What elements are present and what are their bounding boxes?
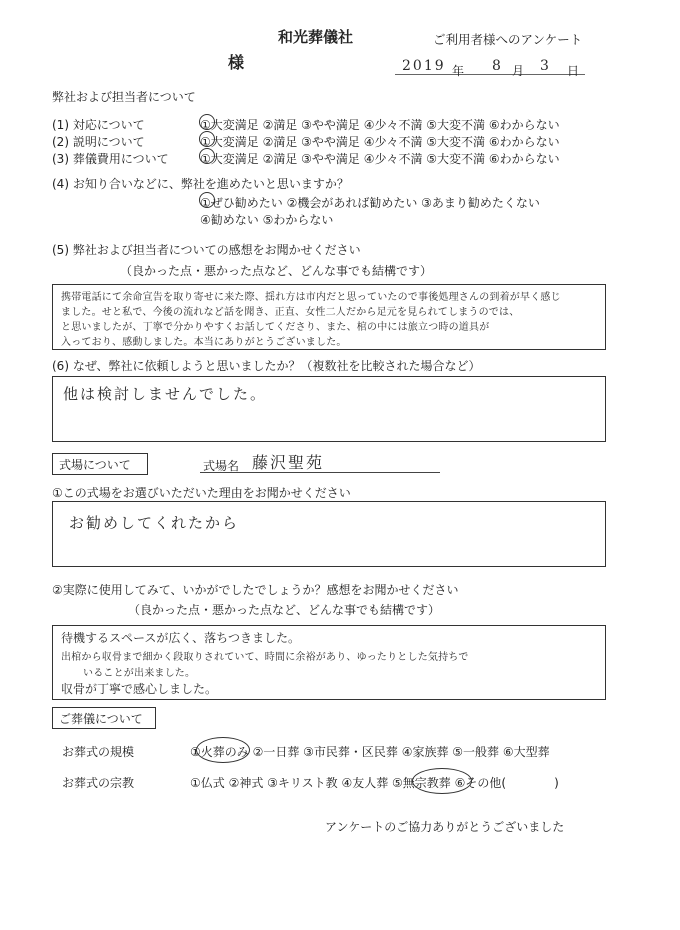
q3-label: (3) 葬儀費用について [52, 152, 169, 166]
venue-name-label: 式場名 [203, 459, 240, 473]
company-name: 和光葬儀社 [278, 28, 354, 46]
date-month: 8 [492, 58, 503, 74]
venue-q1: ①この式場をお選びいただいた理由をお聞かせください [52, 486, 351, 500]
venue-q1-answer-box[interactable] [52, 501, 606, 567]
q5-answer-box[interactable] [52, 284, 606, 350]
venue-q2-note: （良かった点・悪かった点など、どんな事でも結構です） [128, 603, 441, 617]
q2-label: (2) 説明について [52, 135, 145, 149]
venue-q2-answer-line: 出棺から収骨まで細かく段取りされていて、時間に余裕があり、ゆったりとした気持ちで [61, 652, 469, 663]
venue-q1-answer: お勧めしてくれたから [69, 514, 240, 532]
q6-question: (6) なぜ、弊社に依頼しようと思いましたか？（複数社を比較された場合など） [52, 359, 481, 373]
q6-answer-box[interactable] [52, 376, 606, 442]
q5-question: (5) 弊社および担当者についての感想をお聞かせください [52, 243, 361, 257]
venue-q2-answer-line: いることが出来ました。 [83, 668, 196, 679]
q5-note: （良かった点・悪かった点など、どんな事でも結構です） [120, 264, 433, 278]
q5-answer-line: と思いましたが、丁寧で分かりやすくお話してくださり、また、棺の中には旅立つ時の道具が [61, 322, 490, 333]
venue-q2-answer-line: 待機するスペースが広く、落ちつきました。 [61, 631, 301, 645]
section1-heading: 弊社および担当者について [52, 90, 196, 104]
date-year: 2019 [402, 58, 446, 74]
honorific-sama: 様 [228, 53, 245, 72]
q1-selected-mark [199, 114, 215, 130]
venue-q2-answer-line: 収骨が丁寧で感心しました。 [61, 682, 218, 696]
q1-label: (1) 対応について [52, 118, 145, 132]
date-year-label: 年 [452, 64, 465, 78]
q4-options-line2: ④勧めない ⑤わからない [200, 213, 334, 227]
q4-options-line1: ①ぜひ勧めたい ②機会があれば勧めたい ③あまり勧めたくない [200, 196, 540, 210]
date-month-label: 月 [512, 64, 525, 78]
funeral-religion-selected-mark [412, 768, 472, 794]
funeral-section-label: ご葬儀について [52, 707, 156, 729]
funeral-scale-selected-mark [196, 737, 250, 763]
q5-answer-line: 入っており、感動しました。本当にありがとうございました。 [61, 337, 347, 348]
funeral-scale-label: お葬式の規模 [62, 745, 135, 759]
q5-answer-line: ました。せと私で、今後の流れなど話を聞き、正直、女性二人だから足元を見られてしまうのでは、 [61, 307, 520, 318]
q4-selected-mark [199, 192, 215, 208]
funeral-religion-label: お葬式の宗教 [62, 776, 135, 790]
q4-question: (4) お知り合いなどに、弊社を進めたいと思いますか？ [52, 177, 349, 191]
funeral-scale-options: ①火葬のみ ②一日葬 ③市民葬・区民葬 ④家族葬 ⑤一般葬 ⑥大型葬 [190, 745, 550, 759]
funeral-religion-options: ①仏式 ②神式 ③キリスト教 ④友人葬 ⑤無宗教葬 ⑥その他( ) [190, 776, 559, 790]
q2-selected-mark [199, 131, 215, 147]
q2-options: ①大変満足 ②満足 ③やや満足 ④少々不満 ⑤大変不満 ⑥わからない [200, 135, 560, 149]
survey-subtitle: ご利用者様へのアンケート [433, 32, 583, 47]
date-day-label: 日 [567, 64, 580, 78]
q3-selected-mark [199, 148, 215, 164]
q1-options: ①大変満足 ②満足 ③やや満足 ④少々不満 ⑤大変不満 ⑥わからない [200, 118, 560, 132]
q6-answer: 他は検討しませんでした。 [63, 385, 268, 403]
venue-name: 藤沢聖苑 [252, 453, 325, 472]
q5-answer-line: 携帯電話にて余命宣告を取り寄せに来た際、揺れ方は市内だと思っていたので事後処理さんの到着が早く感じ [61, 292, 561, 303]
venue-q2-answer-box[interactable] [52, 625, 606, 700]
date-day: 3 [540, 58, 551, 74]
venue-q2: ②実際に使用してみて、いかがでしたでしょうか？感想をお聞かせください [52, 583, 459, 597]
venue-section-label: 式場について [52, 453, 148, 475]
q3-options: ①大変満足 ②満足 ③やや満足 ④少々不満 ⑤大変不満 ⑥わからない [200, 152, 560, 166]
footer-thanks: アンケートのご協力ありがとうございました [325, 820, 565, 834]
